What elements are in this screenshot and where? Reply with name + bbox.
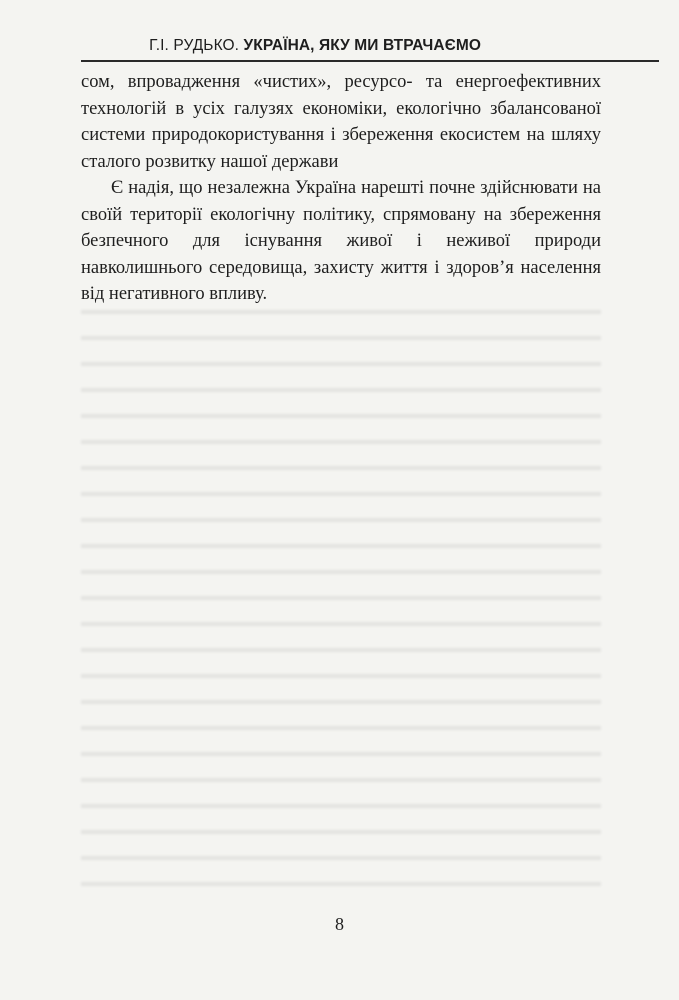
page-number: 8 xyxy=(335,914,344,934)
header-author: Г.І. РУДЬКО. xyxy=(149,37,240,54)
show-through-background xyxy=(81,298,601,888)
body-text xyxy=(81,69,601,308)
paragraph-hope: Є надія, що незалежна Україна нарешті почне здійснювати на своїй території екологічну політику, спрямовану на збереження безпечного для існування живої і неживої природи навколишнього середовища, захисту життя і здоров’я населення від негативного впливу. xyxy=(81,178,601,304)
running-header xyxy=(81,34,659,62)
header-text xyxy=(149,37,481,55)
header-title: УКРАЇНА, ЯКУ МИ ВТРАЧАЄМО xyxy=(243,37,481,54)
paragraph-continuation: сом, впровадження «чистих», ресурсо- та енергоефективних технологій в усіх галузях економіки, екологічно збалансованої системи природокористування і збереження екосистем на шляху сталого розвитку нашої держави xyxy=(81,72,601,172)
